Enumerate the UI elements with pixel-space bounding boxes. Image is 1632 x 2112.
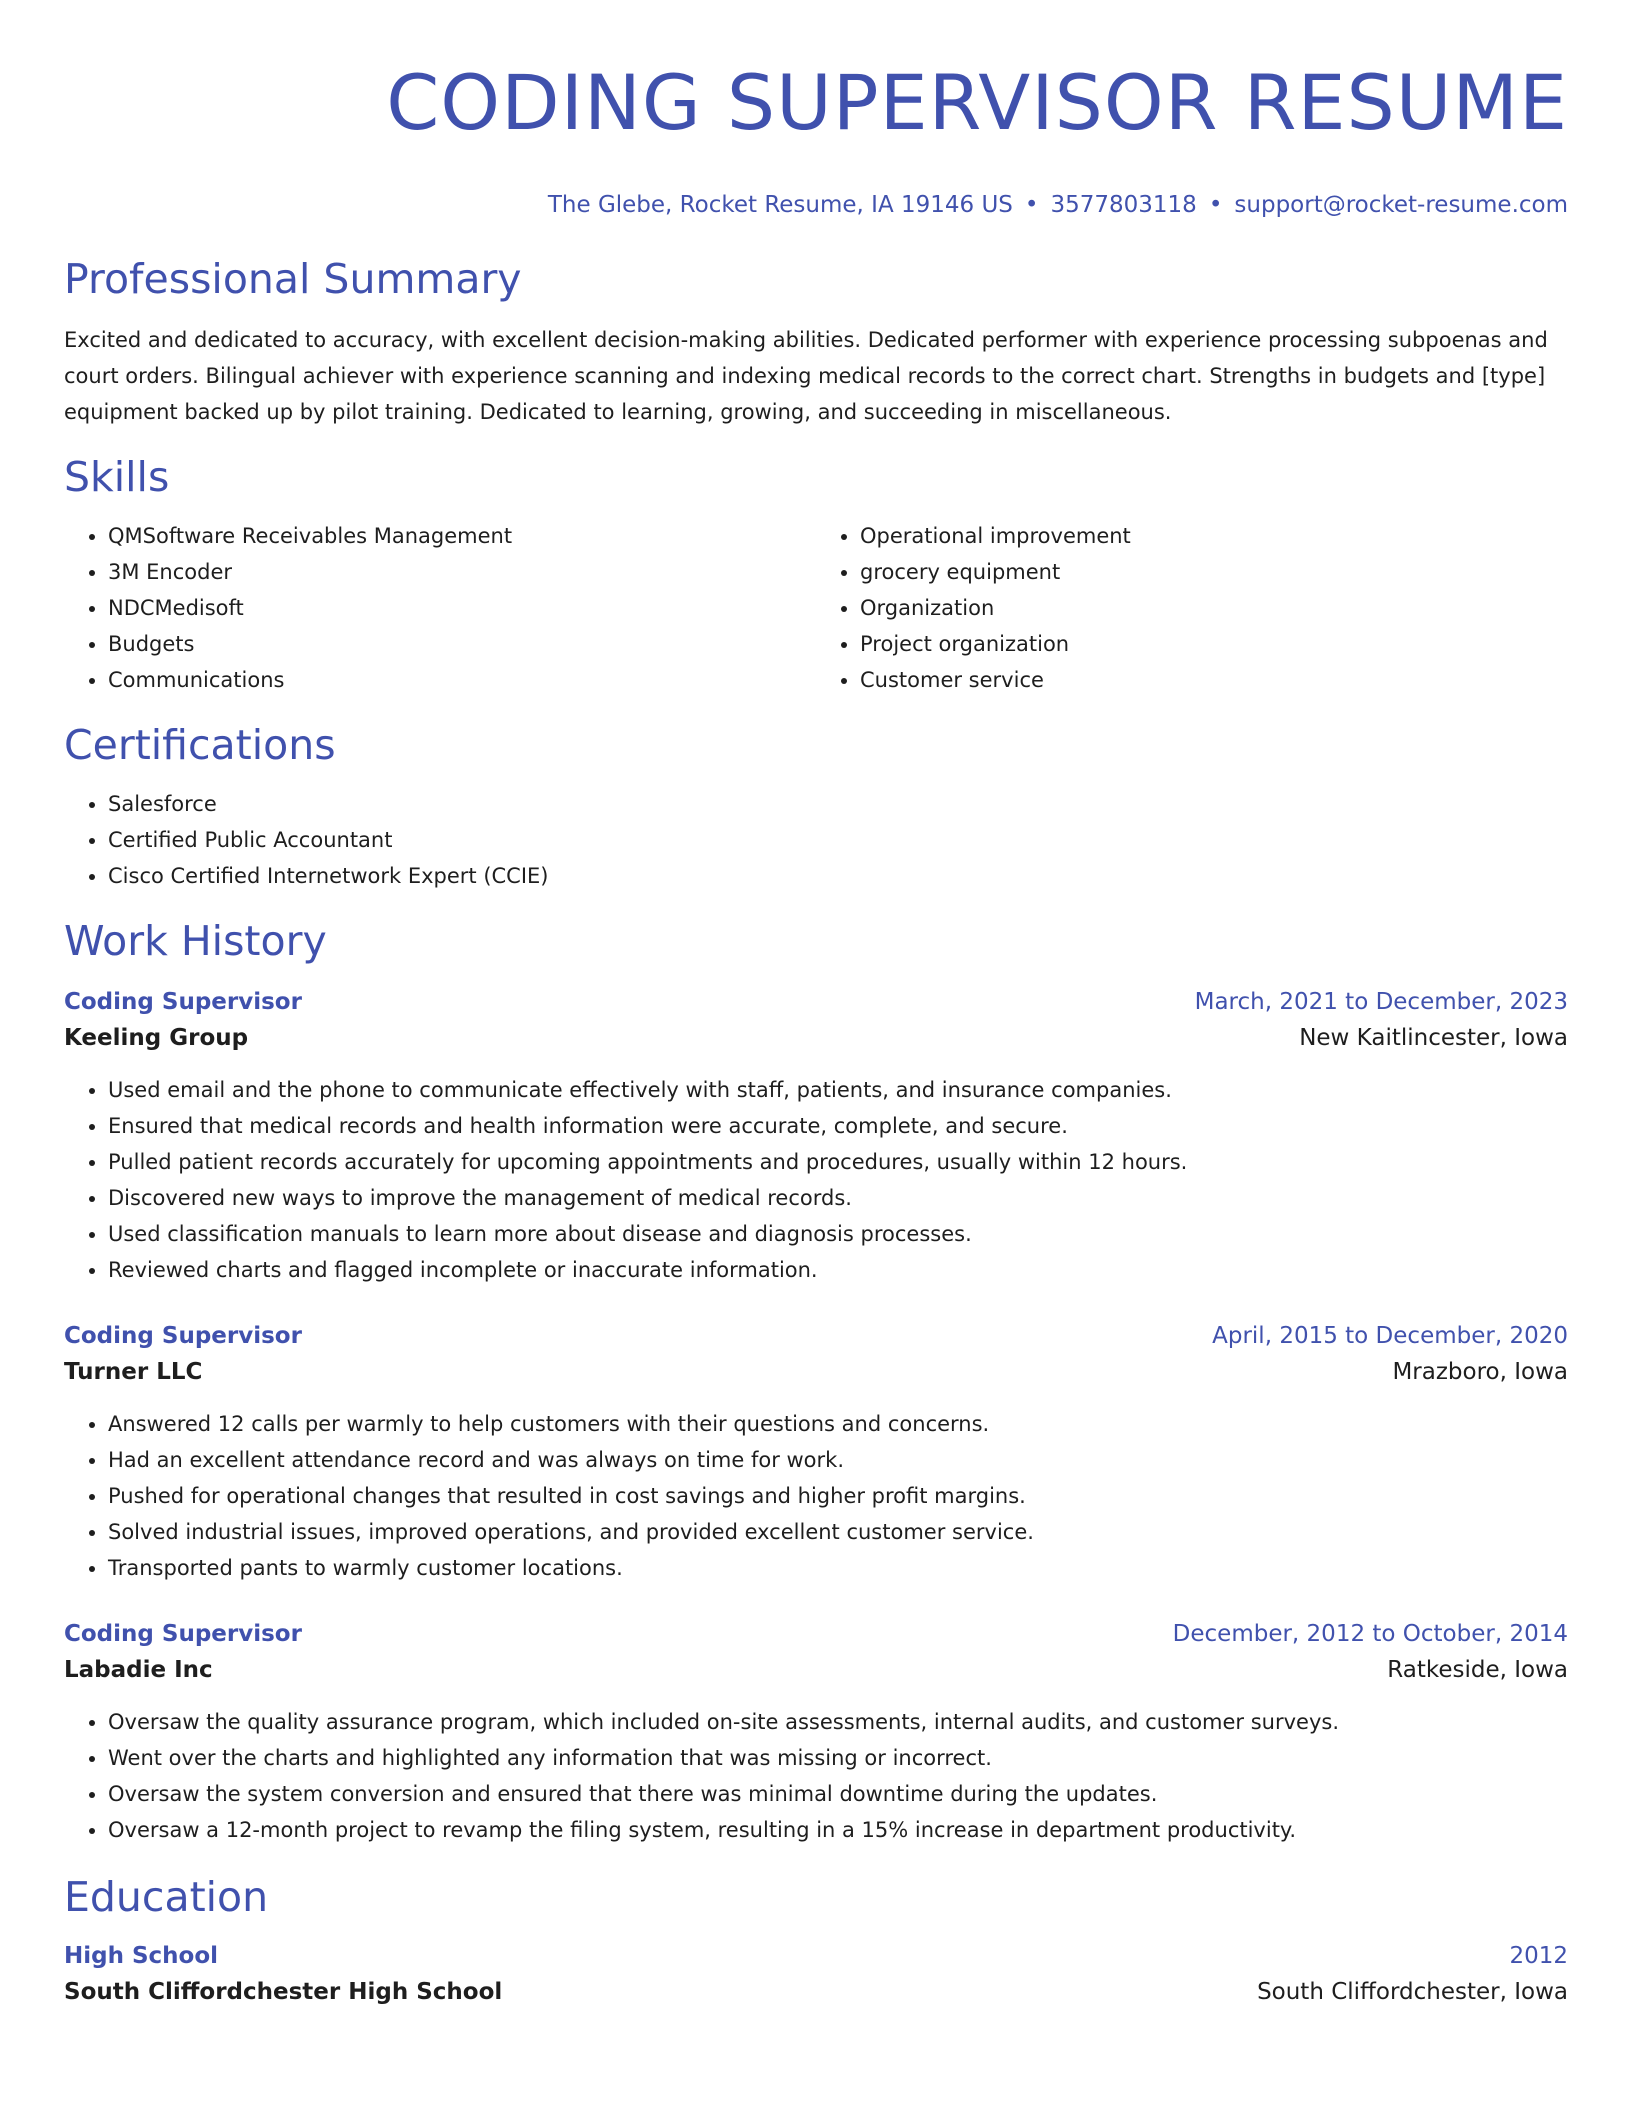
job-bullet: • Oversaw the system conversion and ensured that there was minimal downtime during the updates.: [108, 1776, 1568, 1812]
job-title: Coding Supervisor: [64, 1621, 302, 1647]
job-title: Coding Supervisor: [64, 1323, 302, 1349]
job-bullet: • Answered 12 calls per warmly to help customers with their questions and concerns.: [108, 1406, 1568, 1442]
summary-heading: Professional Summary: [64, 255, 522, 303]
job-entry: [64, 1318, 1568, 1586]
job-bullet: • Transported pants to warmly customer locations.: [108, 1550, 1568, 1586]
contact-address: The Glebe, Rocket Resume, IA 19146 US: [547, 192, 1013, 218]
skill-item: • NDCMedisoft: [108, 590, 816, 626]
job-company: Keeling Group: [64, 1025, 249, 1051]
education-header: [64, 1938, 1568, 1974]
job-bullet: • Solved industrial issues, improved operations, and provided excellent customer service.: [108, 1514, 1568, 1550]
job-entry: [64, 984, 1568, 1288]
work-history-heading: Work History: [64, 917, 327, 965]
contact-phone: 3577803118: [1050, 192, 1197, 218]
skill-item: • QMSoftware Receivables Management: [108, 518, 816, 554]
skills-list: [64, 518, 1568, 698]
job-location: New Kaitlincester, Iowa: [1299, 1025, 1568, 1051]
job-header: [64, 984, 1568, 1020]
job-subheader: [64, 1652, 1568, 1688]
job-bullets: [64, 1704, 1568, 1848]
skill-item: • Organization: [860, 590, 1568, 626]
contact-separator: •: [1024, 192, 1039, 218]
education-location: South Cliffordchester, Iowa: [1257, 1979, 1568, 2005]
job-bullet: • Oversaw the quality assurance program, which included on-site assessments, internal audits, and customer surveys.: [108, 1704, 1568, 1740]
job-bullet: • Reviewed charts and flagged incomplete or inaccurate information.: [108, 1252, 1568, 1288]
education-year: 2012: [1509, 1943, 1568, 1969]
job-header: [64, 1616, 1568, 1652]
certification-item: • Certified Public Accountant: [108, 822, 1568, 858]
job-location: Mrazboro, Iowa: [1392, 1359, 1568, 1385]
skill-item: • Budgets: [108, 626, 816, 662]
contact-separator: •: [1208, 192, 1223, 218]
job-bullet: • Used classification manuals to learn more about disease and diagnosis processes.: [108, 1216, 1568, 1252]
job-bullet: • Oversaw a 12-month project to revamp the filing system, resulting in a 15% increase in department productivity.: [108, 1812, 1568, 1848]
education-subheader: [64, 1974, 1568, 2010]
skill-item: • grocery equipment: [860, 554, 1568, 590]
job-title: Coding Supervisor: [64, 989, 302, 1015]
skill-item: • 3M Encoder: [108, 554, 816, 590]
skill-item: • Project organization: [860, 626, 1568, 662]
job-bullet: • Pushed for operational changes that resulted in cost savings and higher profit margins.: [108, 1478, 1568, 1514]
education-school: South Cliffordchester High School: [64, 1979, 503, 2005]
job-subheader: [64, 1020, 1568, 1056]
skills-column-right: [816, 518, 1568, 698]
job-company: Turner LLC: [64, 1359, 203, 1385]
summary-text: Excited and dedicated to accuracy, with excellent decision-making abilities. Dedicated performer with experience processing subpoenas and court orders. Bilingual achiever with experience scanning and indexing medical records to the correct chart. Strengths in budgets and [type] equipment backed up by pilot training. Dedicated to learning, growing, and succeeding in miscellaneous.: [64, 328, 1548, 424]
contact-line: [64, 190, 1568, 220]
resume-title: CODING SUPERVISOR RESUME: [386, 58, 1568, 147]
certification-item: • Salesforce: [108, 786, 1568, 822]
skill-item: • Operational improvement: [860, 518, 1568, 554]
job-subheader: [64, 1354, 1568, 1390]
job-bullet: • Pulled patient records accurately for upcoming appointments and procedures, usually within 12 hours.: [108, 1144, 1568, 1180]
job-company: Labadie Inc: [64, 1657, 213, 1683]
job-bullet: • Ensured that medical records and health information were accurate, complete, and secure.: [108, 1108, 1568, 1144]
job-dates: December, 2012 to October, 2014: [1172, 1621, 1568, 1647]
skills-heading: Skills: [64, 453, 170, 501]
job-bullets: [64, 1072, 1568, 1288]
job-bullet: • Went over the charts and highlighted any information that was missing or incorrect.: [108, 1740, 1568, 1776]
job-bullet: • Discovered new ways to improve the management of medical records.: [108, 1180, 1568, 1216]
certifications-list: [64, 786, 1568, 894]
job-bullet: • Had an excellent attendance record and was always on time for work.: [108, 1442, 1568, 1478]
job-dates: March, 2021 to December, 2023: [1194, 989, 1568, 1015]
job-dates: April, 2015 to December, 2020: [1212, 1323, 1568, 1349]
education-heading: Education: [64, 1873, 269, 1921]
contact-email[interactable]: support@rocket-resume.com: [1234, 192, 1568, 218]
certifications-heading: Certifications: [64, 721, 336, 769]
certification-item: • Cisco Certified Internetwork Expert (CCIE): [108, 858, 1568, 894]
education-degree: High School: [64, 1943, 219, 1969]
job-header: [64, 1318, 1568, 1354]
skill-item: • Communications: [108, 662, 816, 698]
job-location: Ratkeside, Iowa: [1387, 1657, 1568, 1683]
skills-column-left: [64, 518, 816, 698]
job-bullets: [64, 1406, 1568, 1586]
skill-item: • Customer service: [860, 662, 1568, 698]
education-entry: [64, 1938, 1568, 2010]
job-bullet: • Used email and the phone to communicate effectively with staff, patients, and insurance companies.: [108, 1072, 1568, 1108]
job-entry: [64, 1616, 1568, 1848]
